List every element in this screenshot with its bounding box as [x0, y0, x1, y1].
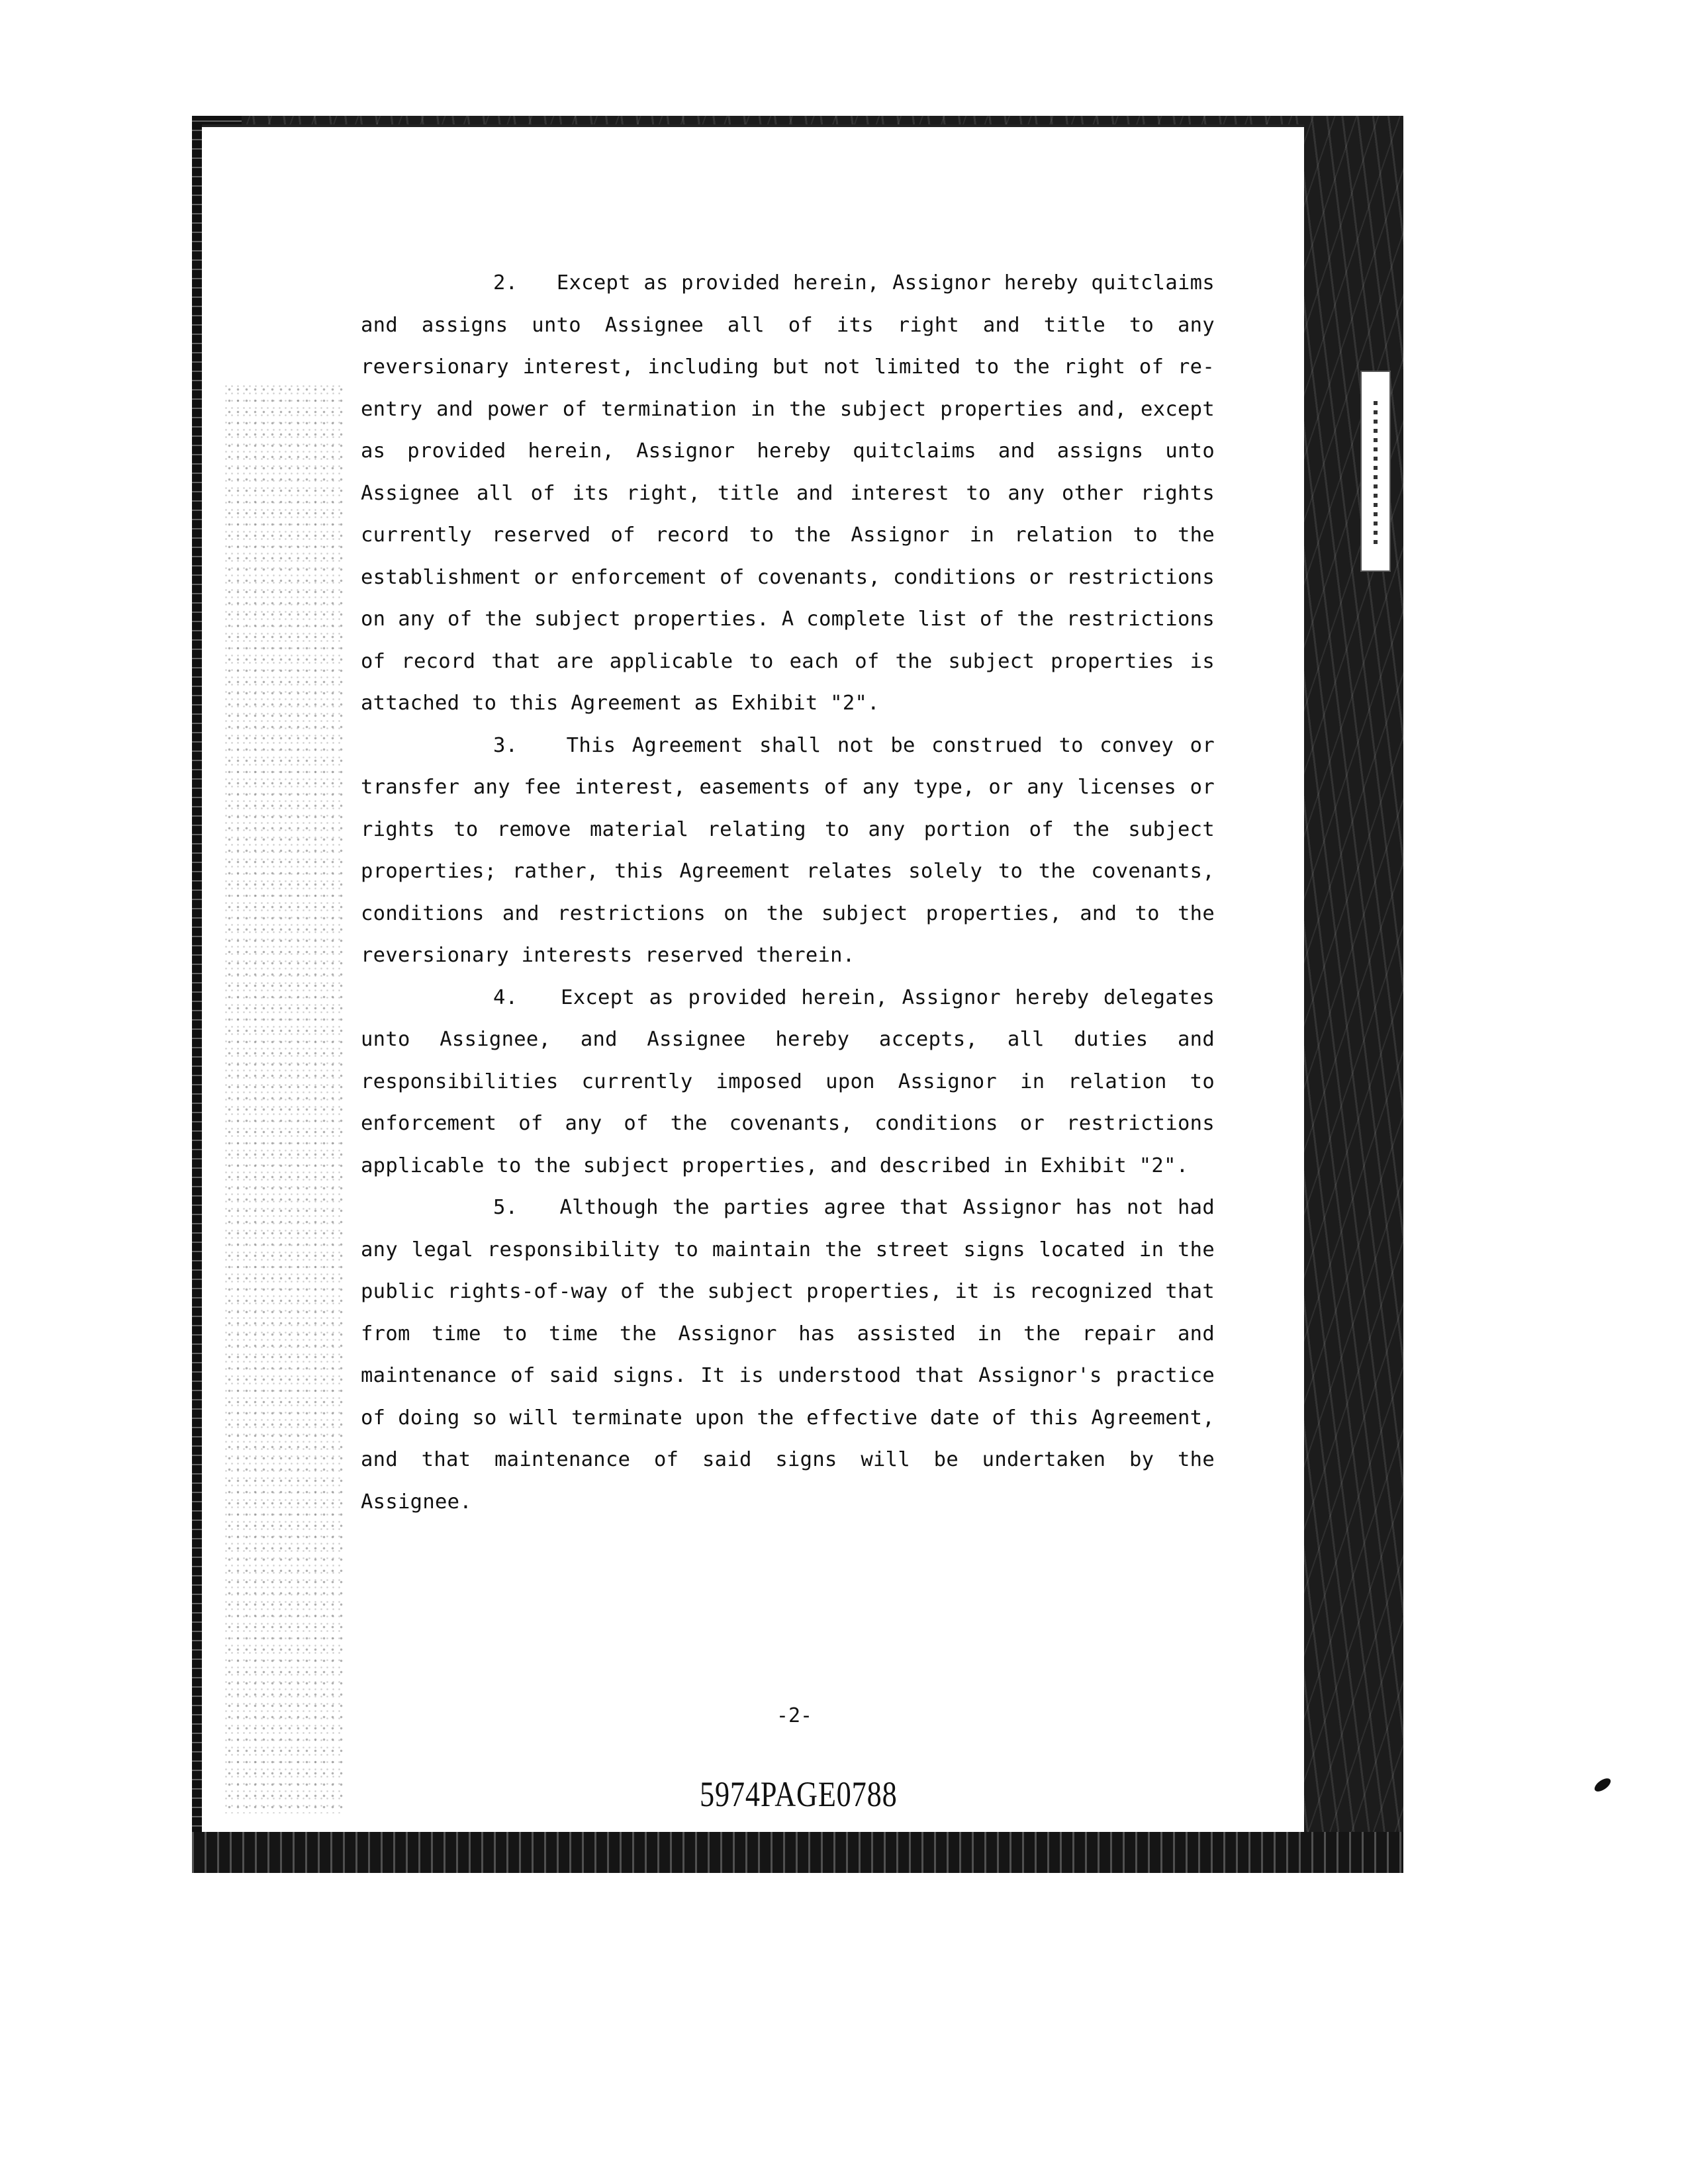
paragraph-text: Except as provided herein, Assignor hereby quitclaims and assigns unto Assignee all of its right and title to any reversionary interest, including but not limited to the right of re-entry and power of termination in the subject properties and, except as provided herein, Assignor hereby quitclaims and assigns unto Assignee all of its right, title and interest to any other rights currently reserved of record to the Assignor in relation to the establishment or enforcement of covenants, conditions or restrictions on any of the subject properties. A complete list of the restrictions of record that are applicable to each of the subject properties is attached to this Agreement as Exhibit "2". — [361, 271, 1215, 715]
paragraph-text: Except as provided herein, Assignor hereby delegates unto Assignee, and Assignee hereby accepts, all duties and responsibilities currently imposed upon Assignor in relation to enforcement of any of the covenants, conditions or restrictions applicable to the subject properties, and described in Exhibit "2". — [361, 985, 1215, 1177]
document-body — [361, 262, 1215, 1523]
page-number: -2- — [776, 1704, 813, 1727]
scan-bottom-edge — [192, 1832, 1403, 1873]
paragraph-4 — [361, 977, 1215, 1187]
paragraph-text: Although the parties agree that Assignor has not had any legal responsibility to maintain the street signs located in the public rights-of-way of the subject properties, it is recognized that from time to time the Assignor has assisted in the repair and maintenance of said signs. It is understood that Assignor's practice of doing so will terminate upon the effective date of this Agreement, and that maintenance of said signs will be undertaken by the Assignee. — [361, 1196, 1215, 1514]
paragraph-number: 3. — [493, 733, 518, 757]
recording-stamp: 5974PAGE0788 — [700, 1774, 898, 1814]
binder-tab — [1360, 371, 1391, 572]
paragraph-number: 5. — [493, 1196, 518, 1219]
paragraph-3 — [361, 725, 1215, 977]
paragraph-5 — [361, 1187, 1215, 1523]
scan-noise — [225, 384, 344, 1813]
paragraph-2 — [361, 262, 1215, 725]
paragraph-number: 2. — [493, 271, 518, 295]
paragraph-number: 4. — [493, 985, 518, 1009]
ink-mark — [1593, 1776, 1613, 1794]
paragraph-text: This Agreement shall not be construed to convey or transfer any fee interest, easements of any type, or any licenses or rights to remove material relating to any portion of the subject properties; rather, this Agreement relates solely to the covenants, conditions and restrictions on the subject properties, and to the reversionary interests reserved therein. — [361, 733, 1215, 967]
